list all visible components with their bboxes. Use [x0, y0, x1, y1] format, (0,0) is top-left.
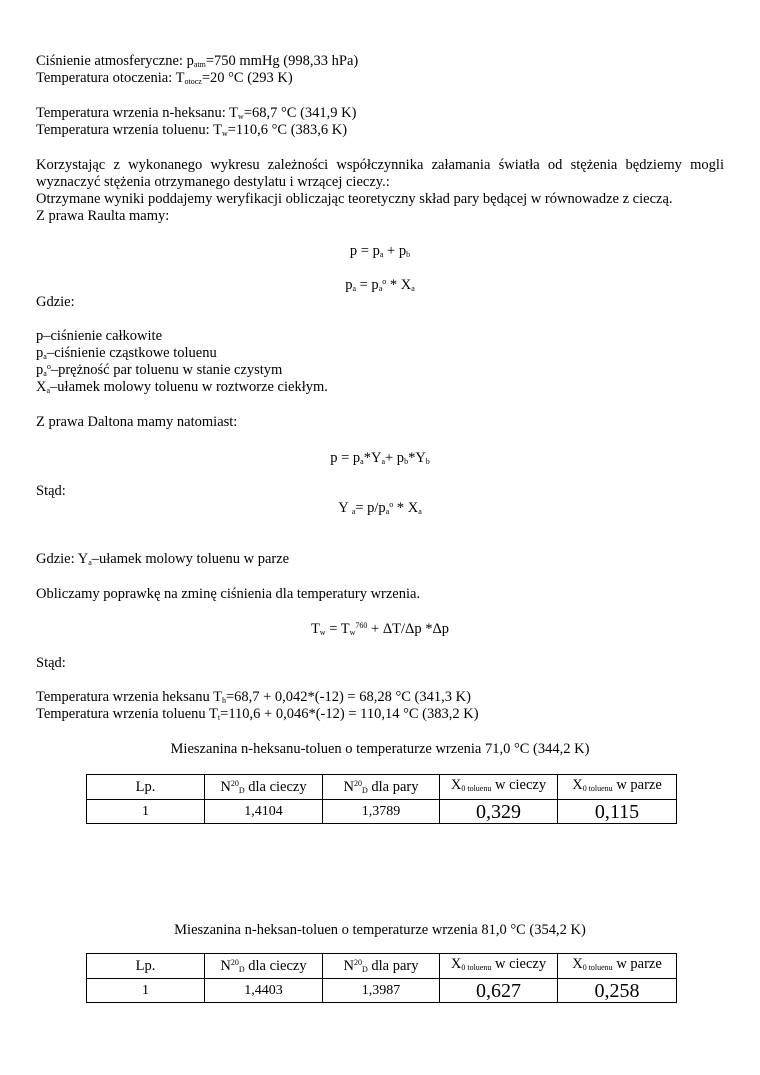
table1-caption: Mieszanina n-heksanu-toluen o temperaturze wrzenia 71,0 °C (344,2 K) [170, 741, 590, 757]
table-row [87, 800, 677, 824]
cell-x-vapor: 0,258 [558, 979, 677, 1003]
gdzie-label: Gdzie: [36, 294, 75, 310]
table-header-row [87, 954, 677, 979]
cell-n-vapor: 1,3789 [323, 800, 440, 824]
raoult-equation-2: $p_a = p_a^o * X_a$ [345, 277, 415, 293]
verification-line: Otrzymane wyniki poddajemy weryfikacji obliczając teoretyczny skład pary będącej w równowadze z cieczą. [36, 191, 673, 207]
cell-n-vapor: 1,3987 [323, 979, 440, 1003]
results-table-1 [86, 774, 677, 824]
header-n-liquid: $N^{20}_D$ dla cieczy [205, 954, 323, 979]
header-x-vapor: $X_{0 toluenu}$ w parze [558, 775, 677, 800]
cell-lp: 1 [87, 979, 205, 1003]
header-lp: Lp. [87, 954, 205, 979]
header-x-liquid: $X_{0 toluenu}$ w cieczy [440, 775, 558, 800]
gdzie-ya-line: Gdzie: $Y_a$–ułamek molowy toluenu w parze [36, 551, 290, 567]
correction-equation: $T_w = T_w^{760} + \Delta T/\Delta p$ *Δp [310, 621, 450, 637]
dalton-intro: Z prawa Daltona mamy natomiast: [36, 414, 238, 430]
results-table-2 [86, 953, 677, 1003]
raoult-intro: Z prawa Raulta mamy: [36, 208, 170, 224]
header-n-liquid: $N^{20}_D$ dla cieczy [205, 775, 323, 800]
ambient-temp-line: Temperatura otoczenia: $T_{otocz}=20$ °C (293 K) [36, 70, 293, 86]
stad-label-2: Stąd: [36, 655, 66, 671]
table-header-row [87, 775, 677, 800]
toluene-boiling-line: Temperatura wrzenia toluenu: $T_w=110,6$ °C (383,6 K) [36, 122, 348, 138]
hexane-boiling-line: Temperatura wrzenia n-heksanu: $T_w=68,7$ °C (341,9 K) [36, 105, 357, 121]
cell-x-liquid: 0,627 [440, 979, 558, 1003]
stad-label-1: Stąd: [36, 483, 66, 499]
header-n-vapor: $N^{20}_D$ dla pary [323, 775, 440, 800]
header-x-liquid: $X_{0 toluenu}$ w cieczy [440, 954, 558, 979]
hexane-corrected-line: Temperatura wrzenia heksanu $T_h=68,7 + 0,042*(-12) = 68,28$ °C (341,3 K) [36, 689, 471, 705]
cell-x-liquid: 0,329 [440, 800, 558, 824]
raoult-equation-1: $p = p_a + p_b$ [349, 243, 411, 259]
legend-p: p–ciśnienie całkowite [36, 328, 163, 344]
dalton-equation: $p = p_a*Y_a+ p_b*Y_b$ [330, 450, 430, 466]
header-lp: Lp. [87, 775, 205, 800]
correction-intro: Obliczamy poprawkę na zminę ciśnienia dla temperatury wrzenia. [36, 586, 421, 602]
toluene-corrected-line: Temperatura wrzenia toluenu $T_t=110,6 + 0,046*(-12) = 110,14$ °C (383,2 K) [36, 706, 479, 722]
table-row [87, 979, 677, 1003]
legend-pa: $p_a$–ciśnienie cząstkowe toluenu [36, 345, 217, 361]
cell-n-liquid: 1,4104 [205, 800, 323, 824]
cell-lp: 1 [87, 800, 205, 824]
vapor-fraction-equation: Y $_a= p/p_a^o * X_a$ [338, 500, 422, 516]
intro-paragraph: Korzystając z wykonanego wykresu zależności współczynnika załamania światła od stężenia będziemy mogli wyznaczyć stężenia otrzymanego destylatu i wrzącej cieczy.: [36, 157, 724, 190]
table2-caption: Mieszanina n-heksan-toluen o temperaturze wrzenia 81,0 °C (354,2 K) [174, 922, 586, 938]
cell-n-liquid: 1,4403 [205, 979, 323, 1003]
legend-pao: $p_a^o$–prężność par toluenu w stanie czystym [36, 362, 283, 378]
header-n-vapor: $N^{20}_D$ dla pary [323, 954, 440, 979]
cell-x-vapor: 0,115 [558, 800, 677, 824]
legend-xa: $X_a$–ułamek molowy toluenu w roztworze ciekłym. [36, 379, 328, 395]
header-x-vapor: $X_{0 toluenu}$ w parze [558, 954, 677, 979]
atm-pressure-line: Ciśnienie atmosferyczne: $p_{atm}=750$ mmHg (998,33 hPa) [36, 53, 359, 69]
